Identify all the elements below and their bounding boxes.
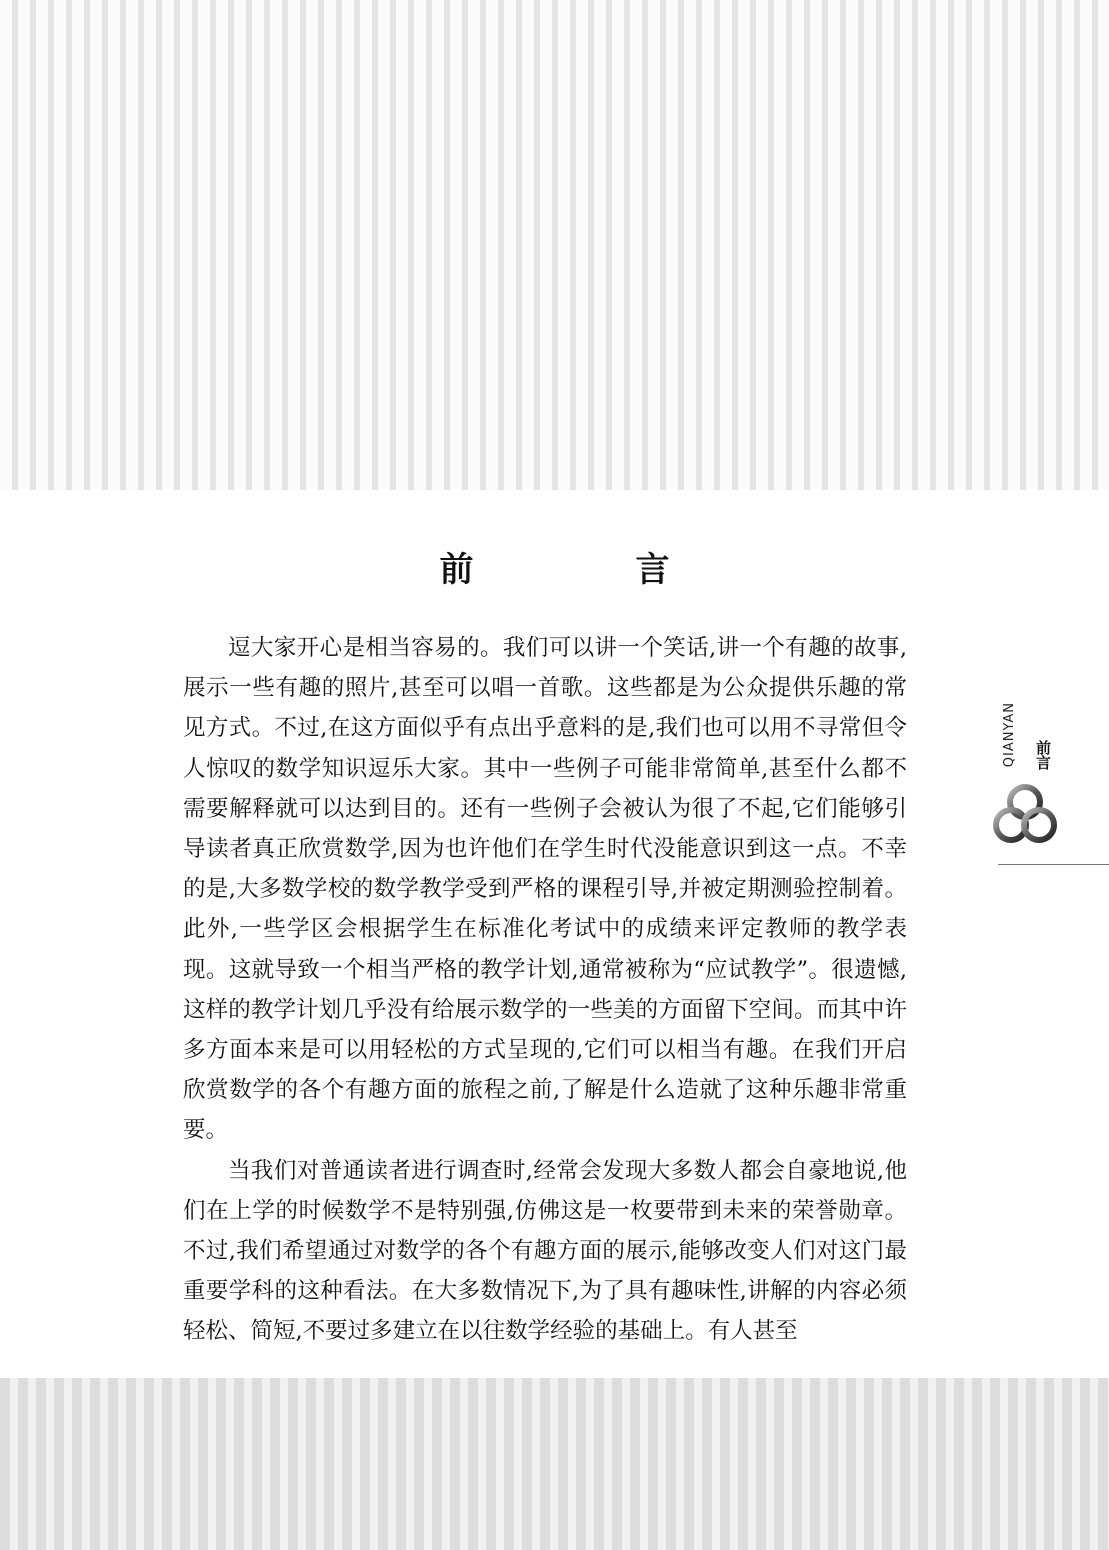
header-pattern-band <box>0 0 1109 490</box>
footer-pattern-band <box>0 1378 1109 1550</box>
side-divider <box>998 864 1109 865</box>
trefoil-knot-icon <box>988 780 1062 850</box>
paragraph: 当我们对普通读者进行调查时,经常会发现大多数人都会自豪地说,他们在上学的时候数学不是特别强,仿佛这是一枚要带到未来的荣誉勋章。不过,我们希望通过对数学的各个有趣方面的展示,能够改变人们对这门最重要学科的这种看法。在大多数情况下,为了具有趣味性,讲解的内容必须轻松、简短,不要过多建立在以往数学经验的基础上。有人甚至 <box>183 1157 907 1345</box>
side-label-en: QIANYAN <box>1002 702 1017 768</box>
side-label-cn: 前言 <box>1034 740 1052 770</box>
paragraph: 逗大家开心是相当容易的。我们可以讲一个笑话,讲一个有趣的故事,展示一些有趣的照片,甚至可以唱一首歌。这些都是为公众提供乐趣的常见方式。不过,在这方面似乎有点出乎意料的是,我们也可以用不寻常但令人惊叹的数学知识逗乐大家。其中一些例子可能非常简单,甚至什么都不需要解释就可以达到目的。还有一些例子会被认为很了不起,它们能够引导读者真正欣赏数学,因为也许他们在学生时代没能意识到这一点。不幸的是,大多数学校的数学教学受到严格的课程引导,并被定期测验控制着。此外,一些学区会根据学生在标准化考试中的成绩来评定教师的教学表现。这就导致一个相当严格的教学计划,通常被称为“应试教学”。很遗憾,这样的教学计划几乎没有给展示数学的一些美的方面留下空间。而其中许多方面本来是可以用轻松的方式呈现的,它们可以相当有趣。在我们开启欣赏数学的各个有趣方面的旅程之前,了解是什么造就了这种乐趣非常重要。 <box>183 635 907 1144</box>
preface-body <box>183 628 907 1352</box>
page-title: 前 言 <box>439 550 734 590</box>
